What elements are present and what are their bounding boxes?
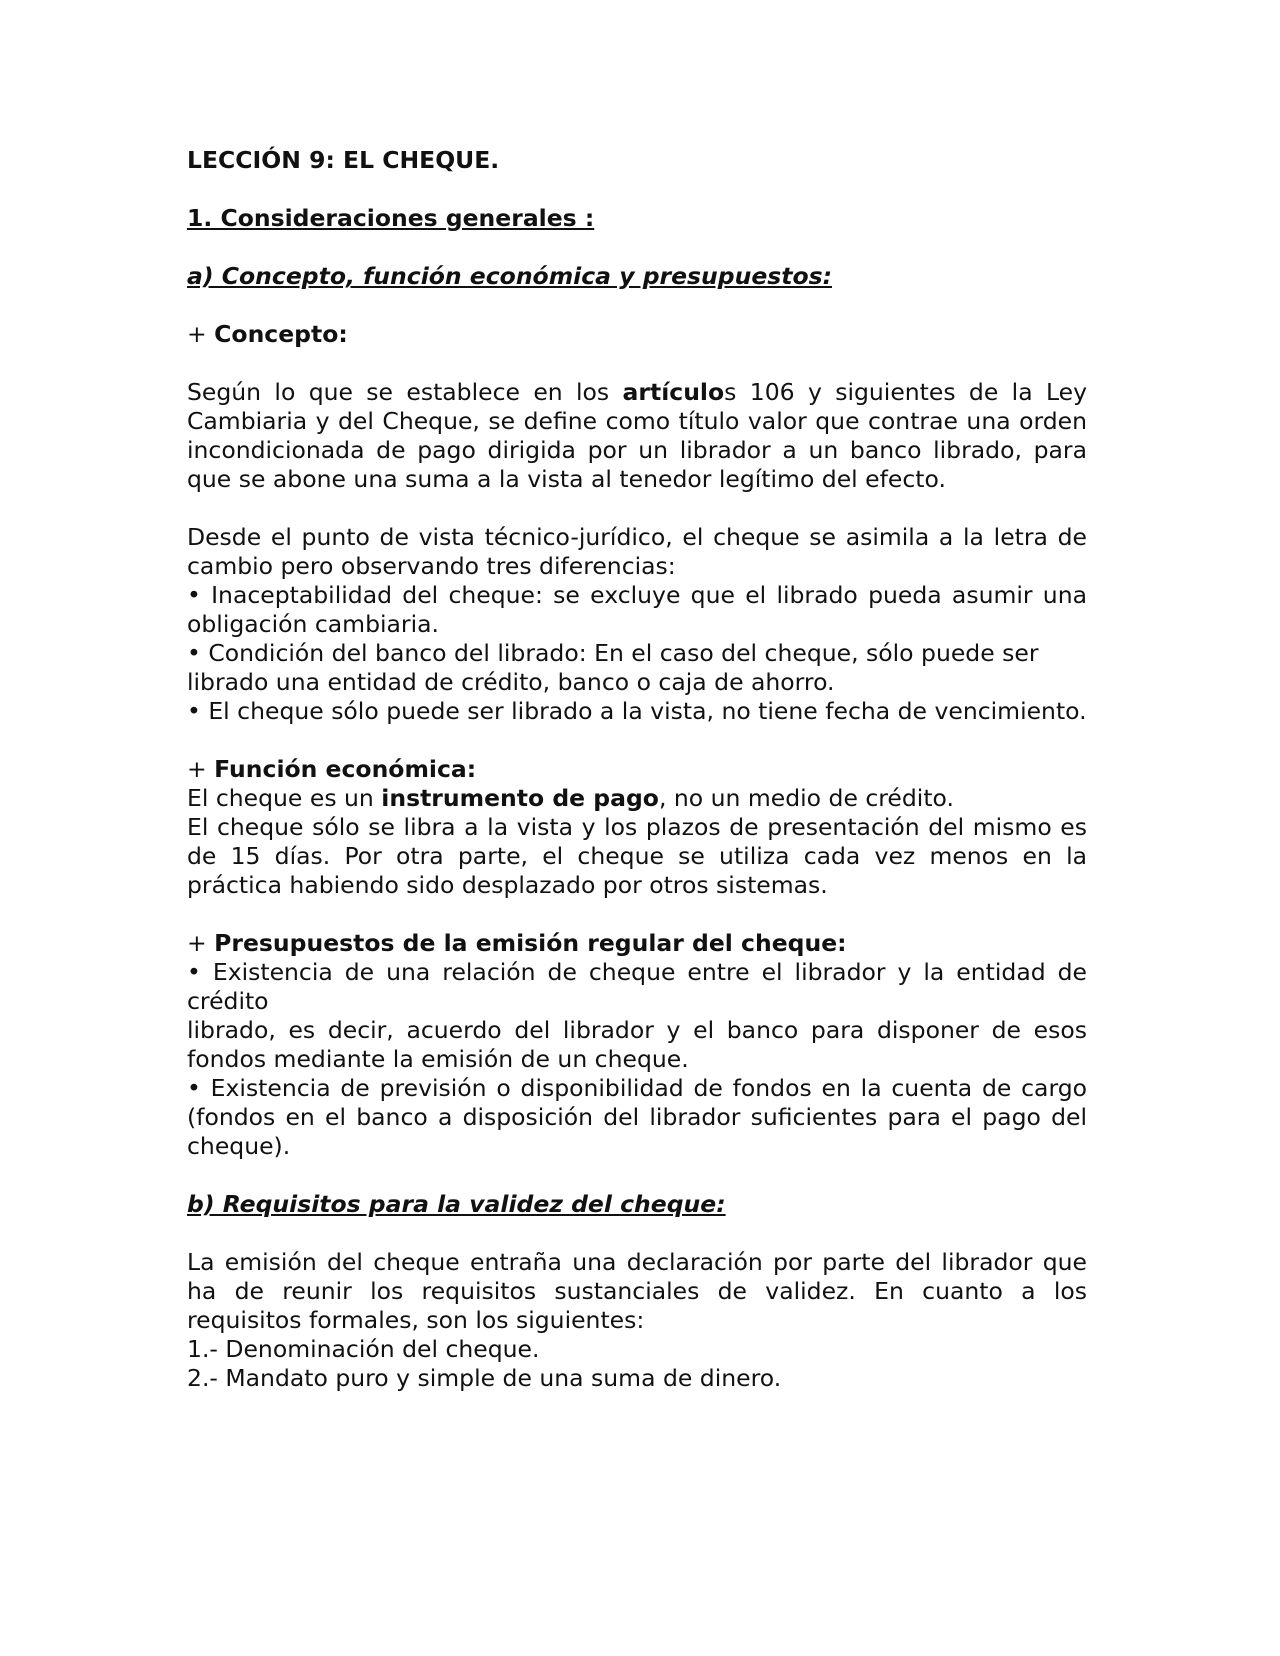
text-run: Según lo que se establece en los — [187, 378, 623, 406]
concepto-heading-text: Concepto: — [214, 320, 348, 348]
text-run: , no un medio de crédito. — [658, 784, 954, 812]
spacer — [187, 1161, 1087, 1190]
presupuestos-heading-text: Presupuestos de la emisión regular del cheque: — [214, 929, 847, 957]
bold-text-run: instrumento de pago — [381, 784, 659, 812]
bullet-condicion-line1: • Condición del banco del librado: En el caso del cheque, sólo puede ser — [187, 639, 1039, 667]
funcion-line1 — [187, 784, 1087, 813]
requisitos-intro: La emisión del cheque entraña una declaración por parte del librador que ha de reunir los requisitos sustanciales de validez. En cuanto a los requisitos formales, son los siguientes: — [187, 1248, 1087, 1334]
section-heading-text: 1. Consideraciones generales : — [187, 204, 595, 232]
document-title: LECCIÓN 9: EL CHEQUE. — [187, 146, 500, 174]
bold-text-run: artículo — [622, 378, 725, 406]
spacer — [187, 900, 1087, 929]
section-heading-consideraciones — [187, 204, 1087, 233]
funcion-heading-text: Función económica: — [214, 755, 477, 783]
bullet-vista: • El cheque sólo puede ser librado a la vista, no tiene fecha de vencimiento. — [187, 697, 1087, 725]
spacer — [187, 349, 1087, 378]
bullet-inaceptabilidad: • Inaceptabilidad del cheque: se excluye que el librado pueda asumir una obligación cambiaria. — [187, 581, 1087, 638]
document-page — [187, 146, 1087, 1393]
presupuestos-heading — [187, 929, 1087, 958]
spacer — [187, 726, 1087, 755]
diferencias-intro: Desde el punto de vista técnico-jurídico, el cheque se asimila a la letra de cambio pero observando tres diferencias: — [187, 523, 1087, 580]
bullet-relacion-line2: librado, es decir, acuerdo del librador y el banco para disponer de esos fondos mediante la emisión de un cheque. — [187, 1016, 1087, 1073]
subsection-heading-b: b) Requisitos para la validez del cheque: — [187, 1190, 726, 1218]
requisito-item-2: 2.- Mandato puro y simple de una suma de dinero. — [187, 1364, 782, 1392]
spacer — [187, 175, 1087, 204]
concepto-paragraph — [187, 378, 1087, 494]
bullet-relacion-line1: • Existencia de una relación de cheque entre el librador y la entidad de crédito — [187, 958, 1087, 1015]
text-run: s 106 y siguientes de la Ley Cambiaria y del Cheque, se define como título valor que contrae una orden incondicionada de pago dirigida por un librador a un banco librado, para que se abone una suma a la vista al tenedor legítimo del efecto. — [187, 378, 1087, 493]
concepto-heading — [187, 320, 1087, 349]
plus-marker: + — [187, 929, 215, 957]
funcion-heading — [187, 755, 1087, 784]
plus-marker: + — [187, 320, 215, 348]
spacer — [187, 233, 1087, 262]
requisito-item-1: 1.- Denominación del cheque. — [187, 1335, 540, 1363]
spacer — [187, 494, 1087, 523]
subsection-heading-a: a) Concepto, función económica y presupuestos: — [187, 262, 833, 290]
bullet-prevision: • Existencia de previsión o disponibilidad de fondos en la cuenta de cargo (fondos en el banco a disposición del librador suficientes para el pago del cheque). — [187, 1074, 1087, 1160]
spacer — [187, 291, 1087, 320]
plus-marker: + — [187, 755, 215, 783]
bullet-condicion-line2: librado una entidad de crédito, banco o caja de ahorro. — [187, 668, 835, 696]
spacer — [187, 1219, 1087, 1248]
text-run: El cheque es un — [187, 784, 382, 812]
funcion-paragraph: El cheque sólo se libra a la vista y los plazos de presentación del mismo es de 15 días. Por otra parte, el cheque se utiliza cada vez menos en la práctica habiendo sido desplazado por otros sistemas. — [187, 813, 1087, 899]
